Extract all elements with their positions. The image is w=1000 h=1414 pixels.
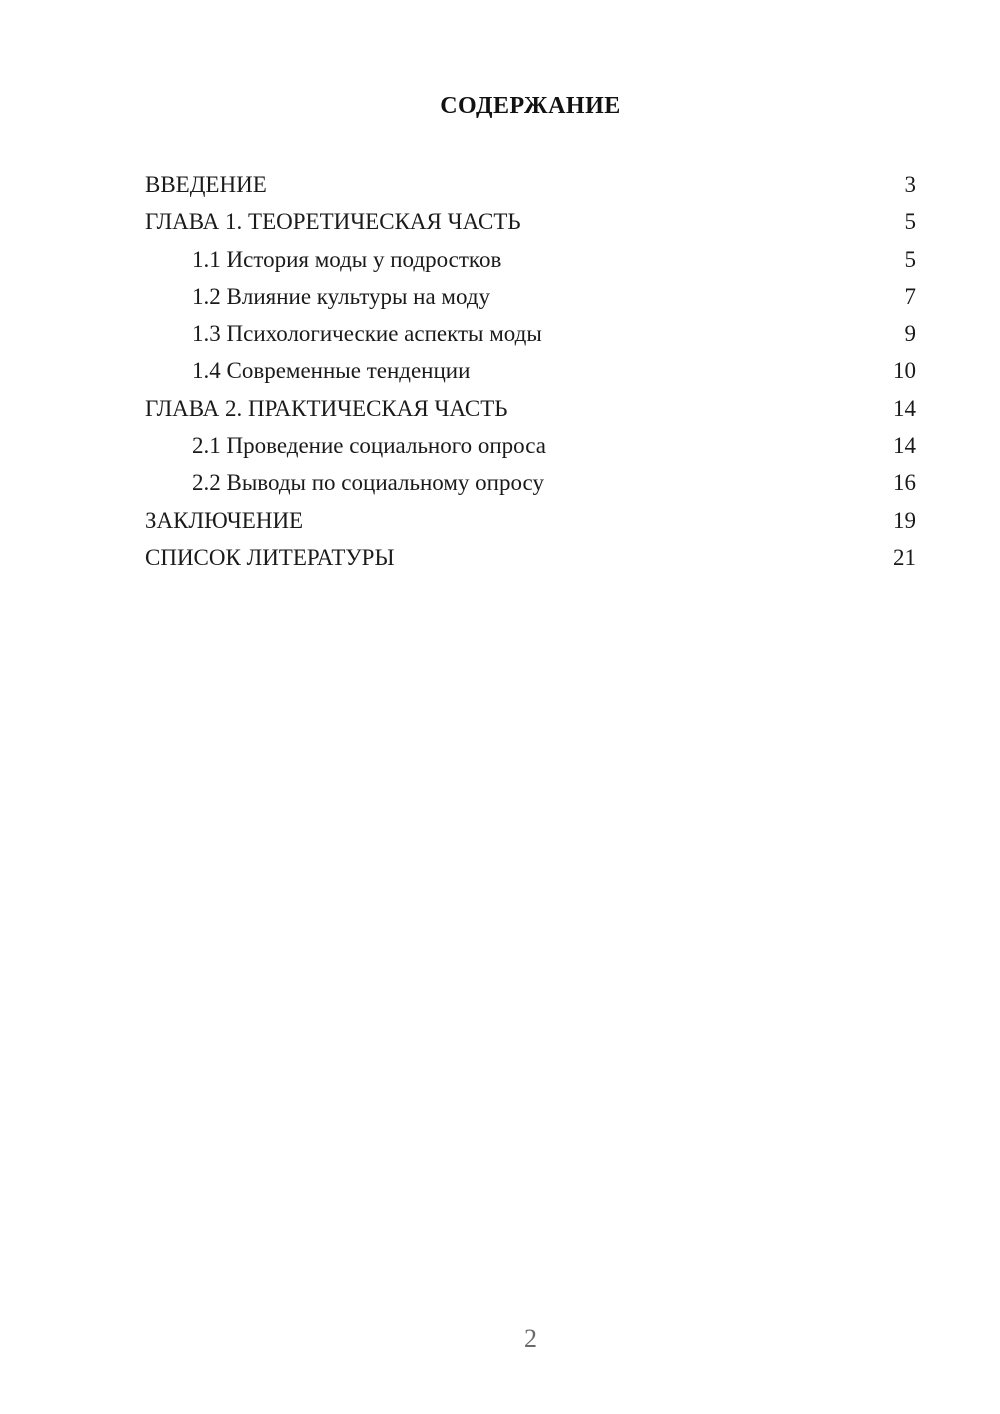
table-of-contents xyxy=(145,166,916,576)
toc-entry-label: 1.4 Современные тенденции xyxy=(192,358,471,384)
toc-entry-page: 7 xyxy=(904,283,916,309)
toc-row xyxy=(145,203,916,240)
toc-entry-page: 3 xyxy=(904,172,916,197)
toc-row xyxy=(145,539,916,576)
toc-row xyxy=(145,315,916,352)
toc-row xyxy=(145,502,916,539)
toc-entry-label: ГЛАВА 2. ПРАКТИЧЕСКАЯ ЧАСТЬ xyxy=(145,395,508,421)
toc-row xyxy=(145,427,916,464)
toc-row xyxy=(145,352,916,389)
toc-entry-label: ЗАКЛЮЧЕНИЕ xyxy=(145,507,304,533)
toc-entry-page: 14 xyxy=(893,433,916,459)
toc-entry-label: СПИСОК ЛИТЕРАТУРЫ xyxy=(145,544,395,570)
footer-page-number: 2 xyxy=(524,1324,537,1353)
page-title: СОДЕРЖАНИЕ xyxy=(440,93,621,119)
toc-content xyxy=(0,0,1000,576)
toc-entry-page: 16 xyxy=(893,470,916,496)
toc-entry-label: 1.2 Влияние культуры на моду xyxy=(192,283,491,309)
toc-row xyxy=(145,278,916,315)
toc-entry-label: 1.3 Психологические аспекты моды xyxy=(192,321,542,347)
toc-row xyxy=(145,241,916,278)
toc-entry-label: 2.2 Выводы по социальному опросу xyxy=(192,470,544,496)
toc-entry-page: 19 xyxy=(893,507,916,533)
toc-entry-page: 21 xyxy=(893,544,916,570)
toc-entry-label: 1.1 История моды у подростков xyxy=(192,246,502,272)
toc-row xyxy=(145,390,916,427)
toc-entry-page: 10 xyxy=(893,358,916,384)
toc-entry-page: 5 xyxy=(904,209,916,235)
toc-row xyxy=(145,464,916,501)
toc-entry-label: 2.1 Проведение социального опроса xyxy=(192,433,546,459)
toc-entry-page: 14 xyxy=(893,395,916,421)
toc-entry-page: 9 xyxy=(904,321,916,347)
toc-entry-label: ВВЕДЕНИЕ xyxy=(145,172,267,197)
toc-row xyxy=(145,166,916,203)
toc-entry-label: ГЛАВА 1. ТЕОРЕТИЧЕСКАЯ ЧАСТЬ xyxy=(145,209,521,235)
toc-entry-page: 5 xyxy=(904,246,916,272)
